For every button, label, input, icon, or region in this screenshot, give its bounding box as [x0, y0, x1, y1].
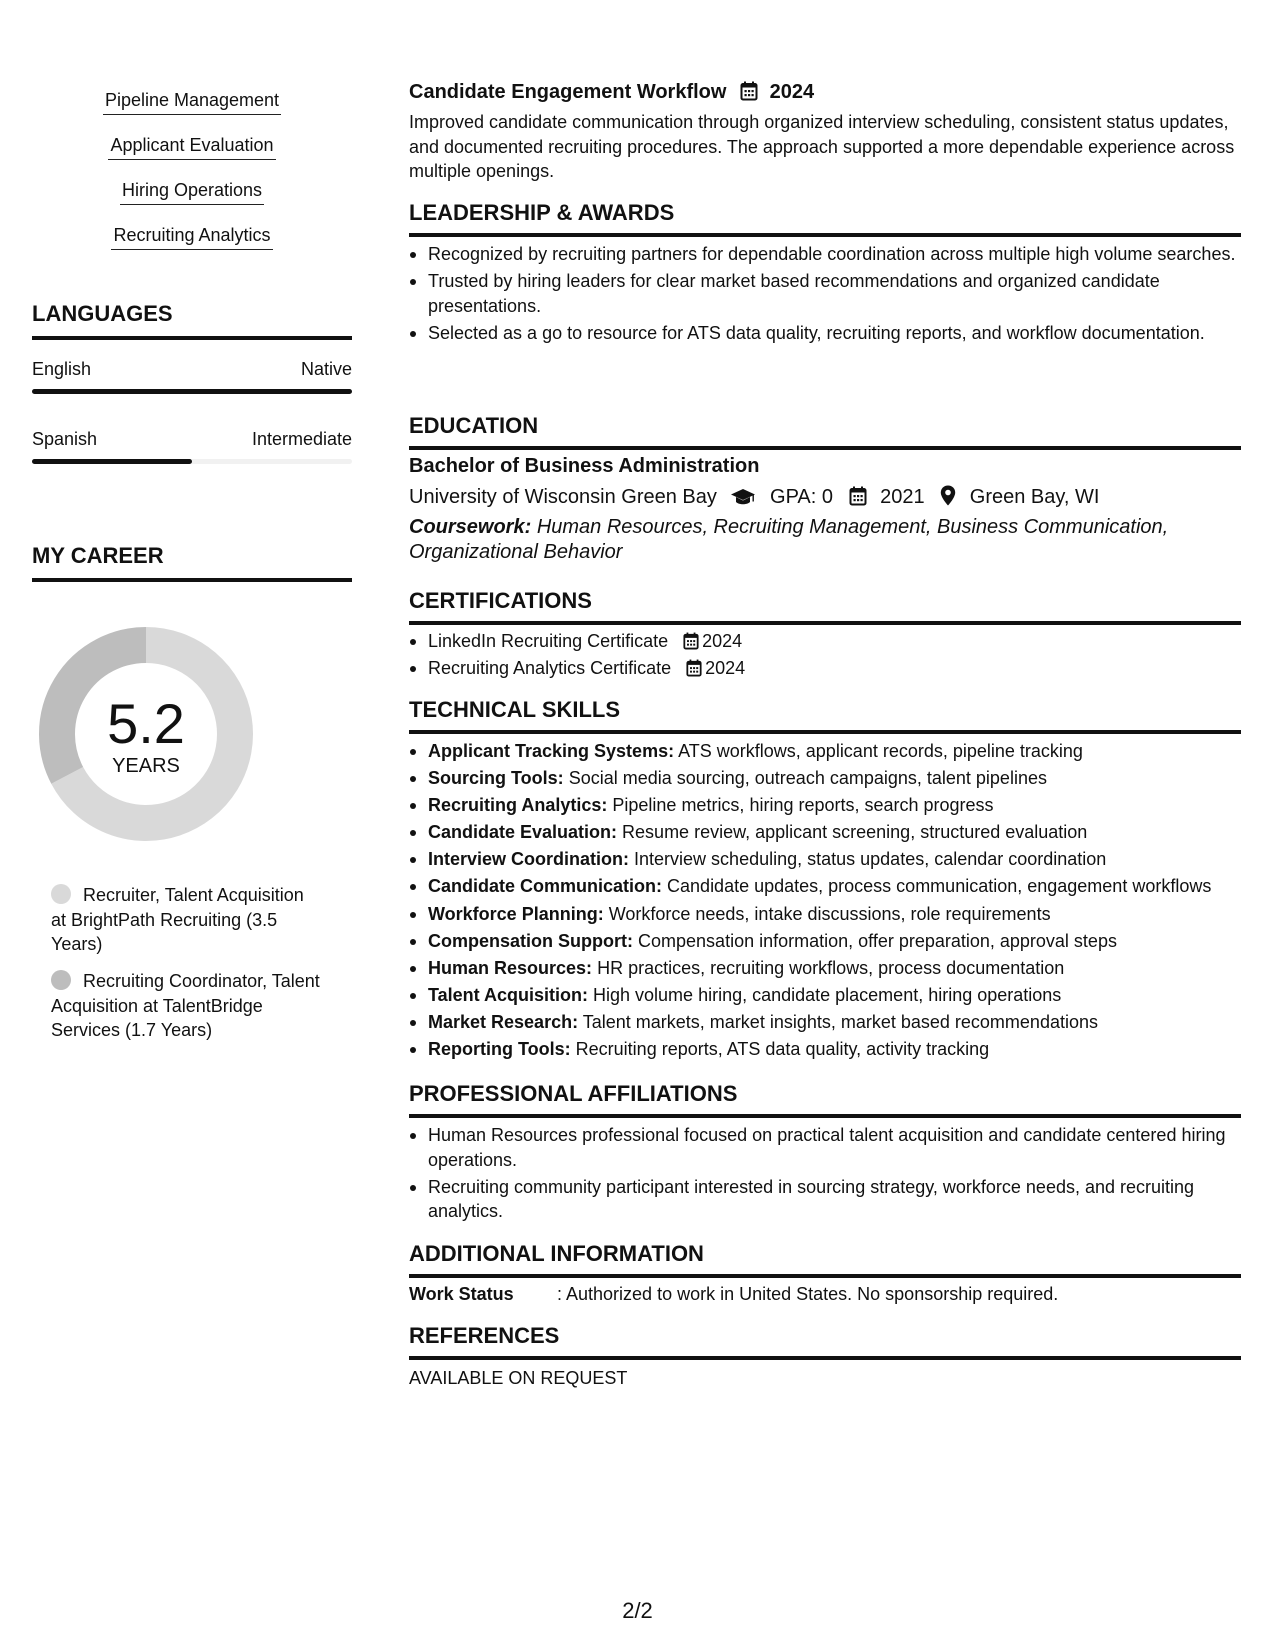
skill-value: Social media sourcing, outreach campaigns, talent pipelines [568, 768, 1047, 789]
list-item [409, 1037, 1241, 1062]
skill-label: Applicant Tracking Systems: [428, 741, 675, 761]
work-status-row [409, 1282, 1241, 1307]
language-name: Spanish [32, 429, 98, 449]
list-item [409, 793, 1241, 818]
degree-title: Bachelor of Business Administration [409, 455, 760, 477]
certifications-heading: CERTIFICATIONS [409, 587, 1241, 625]
graduation-year: 2021 [880, 486, 925, 508]
career-item [51, 883, 321, 957]
language-bar [32, 389, 352, 394]
list-item: Human Resources professional focused on practical talent acquisition and candidate centered hiring operations. [409, 1123, 1241, 1172]
skill-label: Human Resources: [428, 957, 593, 978]
legend-dot [51, 884, 71, 904]
technical-skills-heading: TECHNICAL SKILLS [409, 696, 1241, 734]
references-text: AVAILABLE ON REQUEST [409, 1368, 628, 1388]
language-level: Native [300, 359, 352, 379]
school-name: University of Wisconsin Green Bay [409, 486, 717, 508]
career-total-unit: YEARS [112, 755, 180, 777]
project-description: Improved candidate communication through organized interview scheduling, consistent status updates, and documented recruiting procedures. The approach supported a more dependable experience across multiple openings. [409, 112, 1235, 181]
career-heading: MY CAREER [32, 542, 352, 582]
project-title: Candidate Engagement Workflow [409, 81, 727, 103]
skill-label: Sourcing Tools: [428, 768, 564, 789]
skill-value: Pipeline metrics, hiring reports, search progress [612, 795, 994, 816]
education-location: Green Bay, WI [969, 486, 1100, 508]
coursework-label: Coursework: [409, 516, 532, 538]
list-item [409, 983, 1241, 1008]
skill-label: Candidate Communication: [428, 876, 663, 897]
list-item [409, 874, 1241, 899]
language-row [32, 357, 352, 381]
project-heading [409, 79, 1241, 105]
certification-year: 2024 [702, 631, 743, 651]
legend-dot [51, 970, 71, 990]
skill-tag [32, 88, 352, 115]
career-total-value: 5.2 [107, 692, 185, 755]
calendar-icon [686, 659, 702, 677]
skill-value: ATS workflows, applicant records, pipeline tracking [678, 741, 1083, 761]
skill-value: Talent markets, market insights, market based recommendations [582, 1011, 1098, 1032]
language-name: English [32, 359, 92, 379]
list-item [409, 739, 1241, 764]
language-level: Intermediate [251, 429, 352, 449]
list-item: Selected as a go to resource for ATS data quality, recruiting reports, and workflow documentation. [409, 321, 1241, 346]
certifications-list [409, 629, 1241, 683]
skill-value: High volume hiring, candidate placement, hiring operations [593, 984, 1062, 1005]
affiliations-heading: PROFESSIONAL AFFILIATIONS [409, 1080, 1241, 1118]
skill-tag-label: Applicant Evaluation [108, 133, 275, 160]
skill-label: Interview Coordination: [428, 849, 630, 870]
list-item: Trusted by hiring leaders for clear market based recommendations and organized candidate presentations. [409, 269, 1241, 318]
skill-value: Workforce needs, intake discussions, role requirements [608, 903, 1051, 924]
calendar-icon [683, 632, 699, 650]
skill-label: Talent Acquisition: [428, 984, 588, 1005]
certification-year: 2024 [705, 658, 746, 678]
skill-tag [32, 178, 352, 205]
language-bar-fill [32, 459, 192, 464]
career-total [32, 620, 260, 848]
skill-tag [32, 223, 352, 250]
list-item [409, 766, 1241, 791]
languages-heading: LANGUAGES [32, 300, 352, 340]
certification-name: Recruiting Analytics Certificate [428, 658, 672, 678]
coursework [409, 515, 1241, 564]
affiliations-list [409, 1123, 1241, 1226]
list-item [409, 1010, 1241, 1035]
career-item [51, 969, 321, 1043]
skill-value: Interview scheduling, status updates, calendar coordination [634, 849, 1107, 870]
language-bar [32, 459, 352, 464]
skill-label: Workforce Planning: [428, 903, 604, 924]
education-heading: EDUCATION [409, 412, 1241, 450]
skill-tag [32, 133, 352, 160]
skill-label: Compensation Support: [428, 930, 633, 951]
graduation-cap-icon [730, 488, 756, 506]
career-donut-chart [32, 620, 260, 848]
list-item [409, 656, 1241, 681]
language-row [32, 427, 352, 451]
education-details [409, 484, 1241, 510]
project-year: 2024 [769, 81, 815, 103]
skill-label: Recruiting Analytics: [428, 795, 608, 816]
skill-value: Compensation information, offer preparation, approval steps [638, 930, 1117, 951]
list-item [409, 956, 1241, 981]
skill-tag-label: Pipeline Management [103, 88, 281, 115]
skill-label: Market Research: [428, 1011, 579, 1032]
coursework-list: Human Resources, Recruiting Management, Business Communication, Organizational Behavior [409, 516, 1169, 563]
gpa: GPA: 0 [770, 486, 834, 508]
list-item [409, 847, 1241, 872]
skill-value: HR practices, recruiting workflows, process documentation [597, 957, 1065, 978]
leadership-heading: LEADERSHIP & AWARDS [409, 199, 1241, 237]
work-status-value: : Authorized to work in United States. No sponsorship required. [557, 1284, 1059, 1304]
location-pin-icon [940, 485, 956, 506]
leadership-list [409, 242, 1241, 348]
skill-value: Candidate updates, process communication, engagement workflows [667, 876, 1212, 897]
references-heading: REFERENCES [409, 1322, 1241, 1360]
skill-tag-label: Hiring Operations [120, 178, 264, 205]
skill-value: Recruiting reports, ATS data quality, activity tracking [575, 1039, 990, 1060]
calendar-icon [740, 81, 758, 101]
language-bar-fill [32, 389, 352, 394]
skill-tag-label: Recruiting Analytics [111, 223, 272, 250]
career-item-text: Recruiting Coordinator, Talent Acquisition at TalentBridge Services (1.7 Years) [51, 971, 320, 1040]
list-item [409, 820, 1241, 845]
skill-label: Candidate Evaluation: [428, 822, 618, 843]
calendar-icon [849, 486, 867, 506]
list-item [409, 902, 1241, 927]
skill-value: Resume review, applicant screening, structured evaluation [622, 822, 1088, 843]
career-item-text: Recruiter, Talent Acquisition at BrightPath Recruiting (3.5 Years) [51, 885, 304, 954]
list-item: Recruiting community participant interested in sourcing strategy, workforce needs, and recruiting analytics. [409, 1175, 1241, 1224]
list-item: Recognized by recruiting partners for dependable coordination across multiple high volume searches. [409, 242, 1241, 267]
list-item [409, 929, 1241, 954]
skill-label: Reporting Tools: [428, 1039, 571, 1060]
certification-name: LinkedIn Recruiting Certificate [428, 631, 669, 651]
page-number: 2/2 [622, 1598, 653, 1623]
work-status-label: Work Status [409, 1284, 514, 1304]
additional-info-heading: ADDITIONAL INFORMATION [409, 1240, 1241, 1278]
list-item [409, 629, 1241, 654]
technical-skills-list [409, 739, 1241, 1064]
